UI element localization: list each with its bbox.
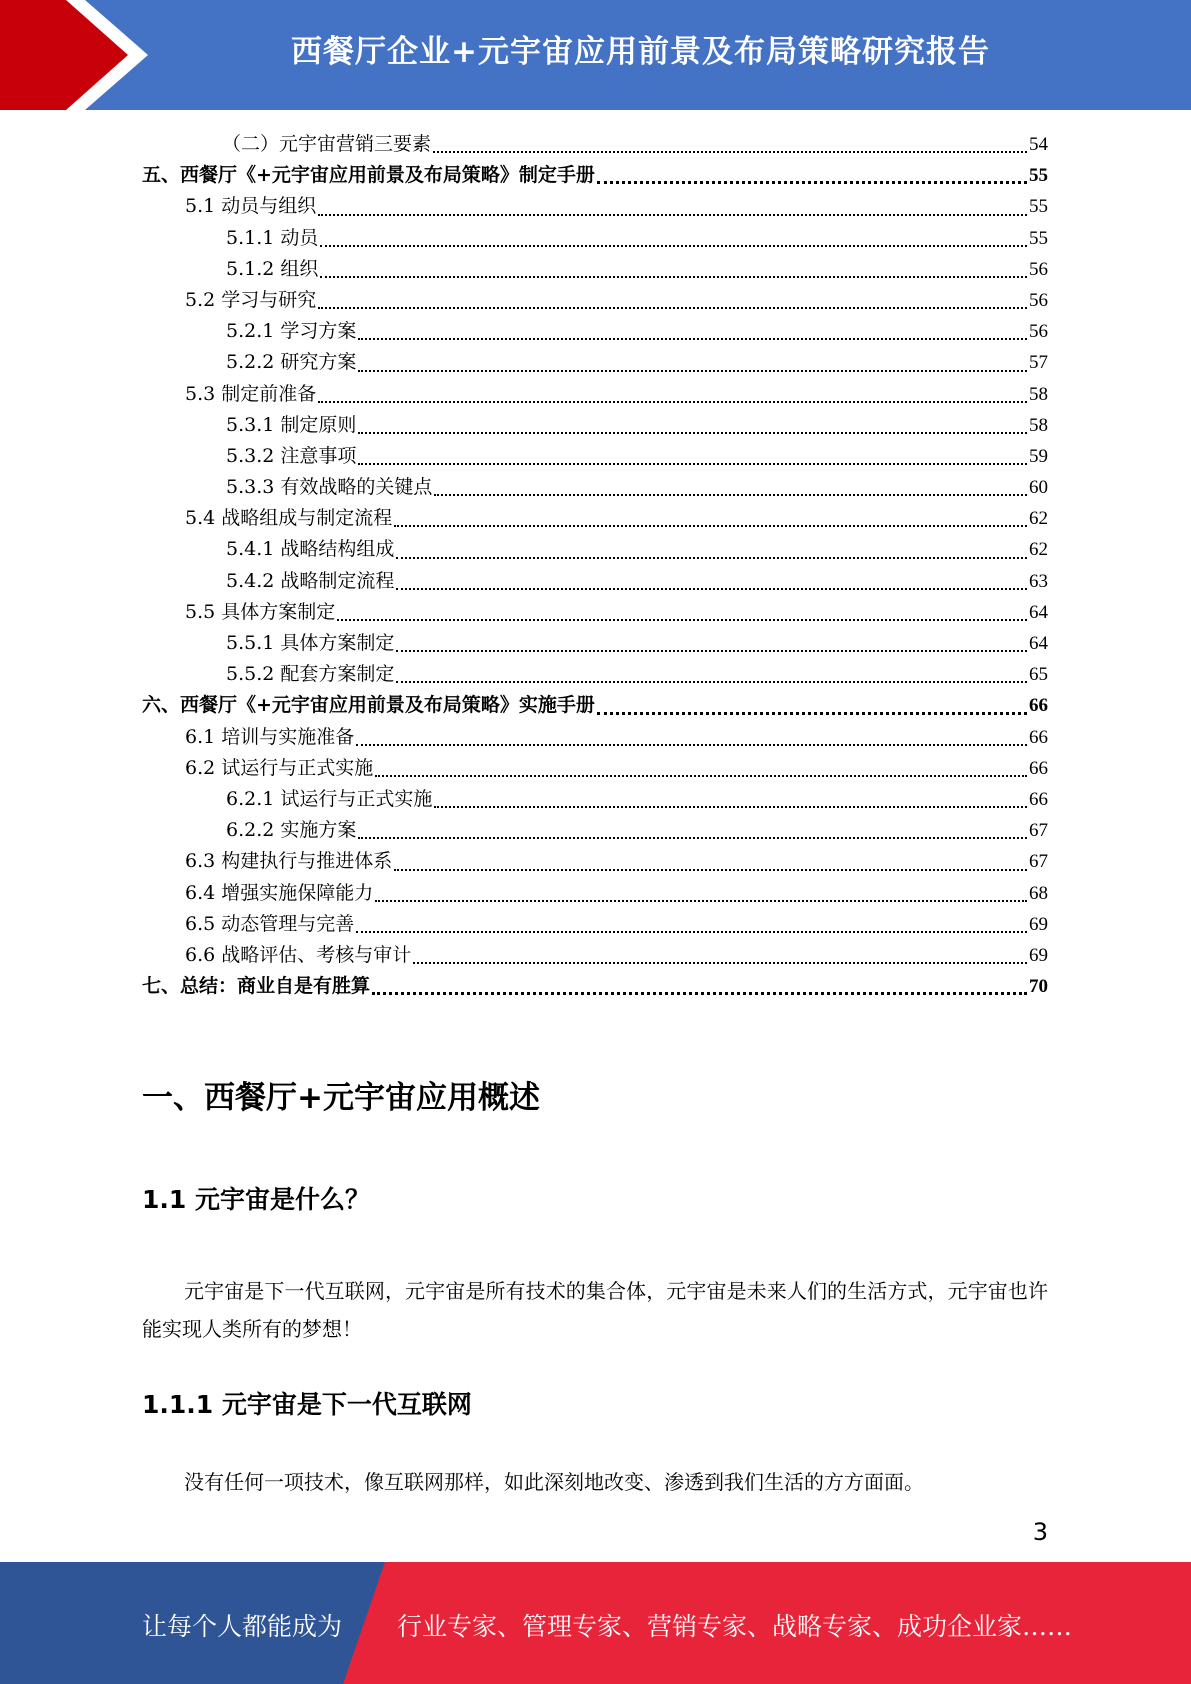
toc-dot-leader: [337, 619, 1027, 621]
toc-entry-page: 66: [1029, 788, 1048, 810]
toc-entry-title: 5.5.2 配套方案制定: [226, 663, 395, 686]
toc-entry[interactable]: [142, 441, 1048, 472]
toc-entry-title: 5.2.1 学习方案: [226, 320, 357, 343]
toc-entry-page: 56: [1029, 289, 1048, 311]
toc-entry-page: 55: [1029, 165, 1048, 187]
toc-dot-leader: [358, 837, 1027, 839]
toc-entry-page: 56: [1029, 258, 1048, 280]
toc-entry[interactable]: [142, 566, 1048, 597]
toc-dot-leader: [597, 712, 1027, 715]
toc-entry[interactable]: [142, 722, 1048, 753]
table-of-contents: [142, 129, 1048, 1002]
toc-entry[interactable]: [142, 379, 1048, 410]
toc-entry[interactable]: [142, 628, 1048, 659]
toc-entry-page: 58: [1029, 383, 1048, 405]
toc-dot-leader: [358, 463, 1027, 465]
toc-entry[interactable]: [142, 347, 1048, 378]
toc-entry-title: 5.5.1 具体方案制定: [226, 632, 395, 654]
toc-entry-title: 五、西餐厅《+元宇宙应用前景及布局策略》制定手册: [142, 164, 595, 187]
toc-entry-title: 6.2.2 实施方案: [226, 819, 357, 842]
toc-dot-leader: [396, 557, 1027, 559]
toc-dot-leader: [318, 307, 1027, 309]
toc-dot-leader: [372, 992, 1027, 995]
toc-entry-page: 56: [1029, 321, 1048, 343]
toc-entry[interactable]: [142, 815, 1048, 846]
toc-entry-title: 6.6 战略评估、考核与审计: [185, 943, 412, 966]
toc-entry[interactable]: [142, 690, 1048, 721]
footer-slogan-left: 让每个人都能成为: [142, 1612, 343, 1641]
toc-entry-page: 62: [1029, 508, 1048, 530]
toc-entry-title: 6.2.1 试运行与正式实施: [226, 787, 433, 810]
toc-entry[interactable]: [142, 597, 1048, 628]
toc-dot-leader: [375, 775, 1027, 777]
toc-entry-title: 6.1 培训与实施准备: [185, 725, 355, 748]
toc-entry-page: 55: [1029, 196, 1048, 218]
toc-entry[interactable]: [142, 316, 1048, 347]
toc-dot-leader: [394, 525, 1027, 527]
toc-entry[interactable]: [142, 878, 1048, 909]
body-paragraph-1: 元宇宙是下一代互联网，元宇宙是所有技术的集合体，元宇宙是未来人们的生活方式，元宇宙也许能实现人类所有的梦想！: [142, 1279, 1048, 1341]
toc-dot-leader: [433, 151, 1027, 153]
toc-entry[interactable]: [142, 223, 1048, 254]
toc-dot-leader: [358, 432, 1027, 434]
toc-entry-title: 六、西餐厅《+元宇宙应用前景及布局策略》实施手册: [142, 694, 595, 717]
toc-entry-title: 6.5 动态管理与完善: [185, 912, 355, 935]
toc-entry-page: 65: [1029, 664, 1048, 686]
toc-entry-title: 6.3 构建执行与推进体系: [185, 850, 393, 873]
toc-entry[interactable]: [142, 410, 1048, 441]
toc-entry[interactable]: [142, 659, 1048, 690]
toc-entry-page: 67: [1029, 820, 1048, 842]
section-heading-1: 一、西餐厅+元宇宙应用概述: [142, 1080, 540, 1116]
toc-entry-title: 5.3.2 注意事项: [226, 444, 357, 467]
body-paragraph-2: 没有任何一项技术，像互联网那样，如此深刻地改变、渗透到我们生活的方方面面。: [184, 1470, 924, 1494]
toc-entry[interactable]: [142, 909, 1048, 940]
toc-entry[interactable]: [142, 129, 1048, 160]
toc-dot-leader: [358, 338, 1027, 340]
toc-entry[interactable]: [142, 534, 1048, 565]
toc-dot-leader: [375, 900, 1027, 902]
toc-entry-title: 5.2.2 研究方案: [226, 351, 357, 374]
page-number: 3: [1032, 1518, 1048, 1546]
toc-entry-page: 64: [1029, 601, 1048, 623]
toc-entry[interactable]: [142, 753, 1048, 784]
toc-entry[interactable]: [142, 846, 1048, 877]
toc-entry[interactable]: [142, 191, 1048, 222]
footer-slogan-right: 行业专家、管理专家、营销专家、战略专家、成功企业家……: [397, 1612, 1073, 1641]
toc-entry-title: 5.1.2 组织: [226, 257, 319, 280]
page-header: [0, 0, 1191, 110]
toc-dot-leader: [394, 869, 1027, 871]
toc-entry-title: 5.3 制定前准备: [185, 382, 317, 405]
toc-entry-page: 67: [1029, 851, 1048, 873]
toc-dot-leader: [318, 214, 1027, 216]
toc-entry-title: 5.4 战略组成与制定流程: [185, 507, 393, 530]
toc-entry-title: 5.2 学习与研究: [185, 288, 317, 311]
toc-dot-leader: [318, 401, 1027, 403]
toc-entry-page: 69: [1029, 944, 1048, 966]
toc-dot-leader: [356, 931, 1027, 933]
toc-entry-title: 5.3.3 有效战略的关键点: [226, 476, 433, 499]
toc-entry-page: 54: [1029, 134, 1048, 155]
toc-entry-page: 59: [1029, 445, 1048, 467]
toc-entry-title: 5.1 动员与组织: [185, 195, 317, 218]
toc-entry-title: 6.4 增强实施保障能力: [185, 881, 374, 904]
toc-entry[interactable]: [142, 784, 1048, 815]
toc-entry-page: 60: [1029, 477, 1048, 499]
toc-entry-page: 62: [1029, 539, 1048, 561]
toc-entry-title: 5.1.1 动员: [226, 226, 319, 249]
toc-dot-leader: [320, 276, 1027, 278]
toc-dot-leader: [358, 370, 1027, 372]
toc-entry-page: 66: [1029, 726, 1048, 748]
toc-dot-leader: [597, 181, 1027, 184]
toc-dot-leader: [396, 681, 1027, 683]
toc-dot-leader: [434, 494, 1027, 496]
header-title: 西餐厅企业+元宇宙应用前景及布局策略研究报告: [291, 34, 990, 70]
toc-entry[interactable]: [142, 503, 1048, 534]
toc-entry[interactable]: [142, 254, 1048, 285]
toc-entry-page: 66: [1029, 695, 1048, 717]
toc-entry-page: 63: [1029, 570, 1048, 592]
toc-entry-page: 64: [1029, 633, 1048, 654]
toc-dot-leader: [356, 744, 1027, 746]
toc-entry[interactable]: [142, 940, 1048, 971]
toc-dot-leader: [396, 650, 1027, 652]
toc-entry[interactable]: [142, 472, 1048, 503]
page-footer: [0, 1562, 1191, 1684]
toc-dot-leader: [320, 245, 1027, 247]
toc-entry[interactable]: [142, 160, 1048, 191]
toc-entry-title: （二）元宇宙营销三要素: [222, 133, 432, 155]
toc-entry-title: 5.4.2 战略制定流程: [226, 569, 395, 592]
toc-entry-page: 69: [1029, 913, 1048, 935]
toc-entry-title: 5.4.1 战略结构组成: [226, 538, 395, 561]
toc-dot-leader: [413, 962, 1027, 964]
toc-entry[interactable]: [142, 971, 1048, 1002]
toc-entry-page: 68: [1029, 882, 1048, 904]
toc-entry-title: 6.2 试运行与正式实施: [185, 756, 374, 779]
toc-entry-page: 66: [1029, 757, 1048, 779]
toc-entry-page: 58: [1029, 414, 1048, 436]
toc-entry[interactable]: [142, 285, 1048, 316]
toc-entry-title: 七、总结：商业自是有胜算: [142, 975, 371, 998]
toc-dot-leader: [396, 588, 1027, 590]
toc-entry-title: 5.5 具体方案制定: [185, 600, 336, 623]
toc-entry-page: 70: [1029, 976, 1048, 998]
toc-entry-title: 5.3.1 制定原则: [226, 413, 357, 436]
section-heading-1-1: 1.1 元宇宙是什么？: [142, 1185, 370, 1214]
toc-dot-leader: [434, 806, 1027, 808]
section-heading-1-1-1: 1.1.1 元宇宙是下一代互联网: [142, 1390, 472, 1419]
toc-entry-page: 57: [1029, 352, 1048, 374]
toc-entry-page: 55: [1029, 227, 1048, 249]
